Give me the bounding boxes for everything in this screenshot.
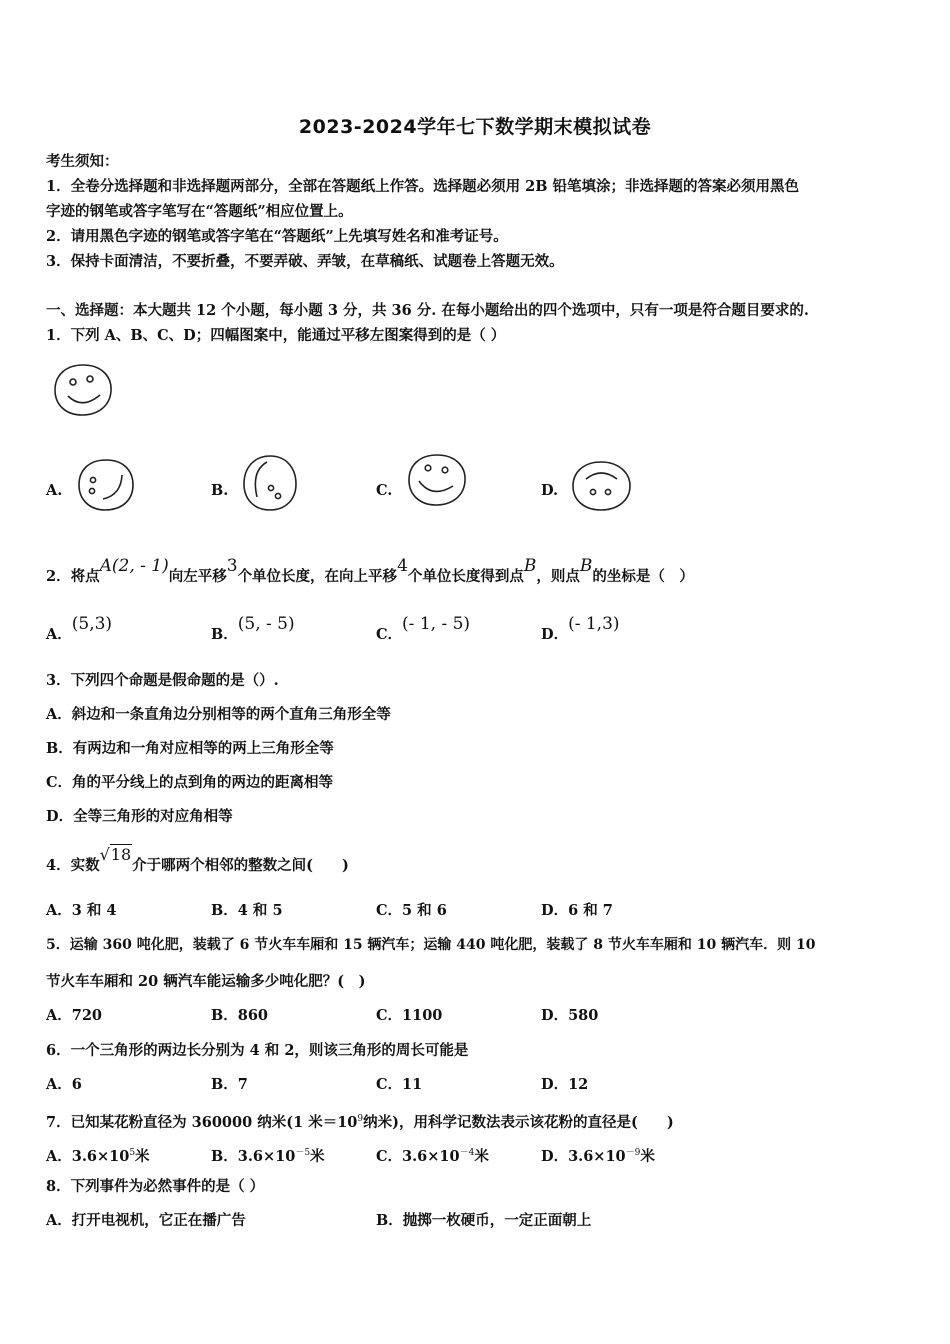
q8-option-b: B．抛掷一枚硬币，一定正面朝上	[376, 1212, 592, 1229]
q4-option-a: A．3 和 4	[46, 902, 117, 919]
question-5-stem-line2: 节火车车厢和 20 辆汽车能运输多少吨化肥？( )	[46, 973, 366, 990]
q4-prefix: 4．实数	[46, 857, 100, 874]
q2-shift-left: 3	[226, 556, 238, 576]
option-unit: 米	[474, 1147, 489, 1165]
q2-point-b: B	[579, 556, 593, 576]
q1-option-b-label: B.	[211, 482, 229, 499]
smiley-option-b-icon	[241, 453, 299, 513]
option-exponent: －9	[625, 1148, 641, 1158]
q1-option-a-label: A.	[46, 482, 63, 499]
option-label: A．	[46, 626, 72, 643]
option-unit: 米	[640, 1147, 655, 1165]
notice-item: 字迹的钢笔或答字笔写在“答题纸”相应位置上。	[46, 203, 353, 220]
option-value: (- 1,3)	[568, 614, 620, 634]
q2-option-c	[376, 614, 471, 645]
notice-item: 2．请用黑色字迹的钢笔或答字笔在“答题纸”上先填写姓名和准考证号。	[46, 228, 508, 245]
notice-item: 3．保持卡面清洁，不要折叠，不要弄破、弄皱，在草稿纸、试题卷上答题无效。	[46, 253, 564, 270]
q7-option-c	[376, 1143, 489, 1167]
q7-text: 7．已知某花粉直径为 360000 纳米(1 米＝10	[46, 1113, 358, 1131]
option-exponent: －4	[459, 1148, 475, 1158]
q2-point-b: B	[523, 556, 537, 576]
q7-text: 纳米)，用科学记数法表示该花粉的直径是( )	[363, 1113, 674, 1131]
q3-option-b: B．有两边和一角对应相等的两上三角形全等	[46, 740, 334, 757]
radicand: 18	[110, 845, 132, 864]
q5-option-d: D．580	[541, 1007, 599, 1024]
q2-prefix: 2．将点	[46, 568, 100, 585]
q7-option-d	[541, 1143, 655, 1167]
q8-option-a: A．打开电视机，它正在播广告	[46, 1212, 246, 1229]
option-exponent: 5	[129, 1148, 136, 1158]
section-heading: 一、选择题：本大题共 12 个小题，每小题 3 分，共 36 分. 在每小题给出的四个选项中，只有一项是符合题目要求的.	[46, 302, 809, 319]
question-4-stem	[46, 845, 349, 876]
option-value: (5,3)	[71, 614, 113, 634]
page-title: 2023-2024学年七下数学期末模拟试卷	[298, 116, 652, 138]
option-base: D．3.6×10	[541, 1147, 626, 1165]
question-2-stem	[46, 556, 694, 587]
q7-exponent: 9	[357, 1114, 364, 1124]
q2-shift-up: 4	[397, 556, 408, 576]
q2-text: ，则点	[536, 568, 580, 585]
q2-text: 向左平移	[168, 568, 227, 585]
q6-option-d: D．12	[541, 1076, 589, 1093]
option-label: B．	[211, 626, 238, 643]
q1-option-c-label: C.	[376, 482, 393, 499]
notice-heading: 考生须知：	[46, 153, 119, 170]
smiley-option-d-icon	[570, 459, 632, 513]
option-value: (- 1, - 5)	[402, 614, 471, 634]
q1-option-d-label: D.	[541, 482, 559, 499]
q4-option-c: C．5 和 6	[376, 902, 447, 919]
q2-text: 个单位长度，在向上平移	[237, 568, 398, 585]
q2-option-b	[211, 614, 295, 645]
q3-option-a: A．斜边和一条直角边分别相等的两个直角三角形全等	[46, 706, 391, 723]
q2-point-a: A(2, - 1)	[99, 556, 169, 576]
q6-option-b: B．7	[211, 1076, 248, 1093]
q3-option-d: D．全等三角形的对应角相等	[46, 808, 233, 825]
q2-suffix: 的坐标是（ ）	[592, 568, 694, 585]
option-base: A．3.6×10	[46, 1147, 130, 1165]
question-5-stem-line1: 5．运输 360 吨化肥，装载了 6 节火车车厢和 15 辆汽车；运输 440 吨化肥，装载了 8 节火车车厢和 10 辆汽车．则 10	[46, 937, 816, 953]
q6-option-c: C．11	[376, 1076, 423, 1093]
q2-text: 个单位长度得到点	[407, 568, 524, 585]
q3-option-c: C．角的平分线上的点到角的两边的距离相等	[46, 774, 334, 791]
option-value: (5, - 5)	[237, 614, 295, 634]
option-unit: 米	[135, 1147, 150, 1165]
question-7-stem	[46, 1109, 674, 1133]
question-8-stem: 8．下列事件为必然事件的是（ ）	[46, 1178, 265, 1195]
q4-suffix: 介于哪两个相邻的整数之间( )	[132, 857, 349, 874]
q4-option-b: B．4 和 5	[211, 902, 283, 919]
q2-option-d	[541, 614, 620, 645]
option-unit: 米	[310, 1147, 325, 1165]
q2-option-a	[46, 614, 113, 645]
q4-option-d: D．6 和 7	[541, 902, 613, 919]
q7-option-b	[211, 1143, 325, 1167]
q5-option-a: A．720	[46, 1007, 103, 1024]
q6-option-a: A．6	[46, 1076, 82, 1093]
option-base: C．3.6×10	[376, 1147, 460, 1165]
smiley-option-c-icon	[406, 452, 468, 508]
option-label: C．	[376, 626, 403, 643]
question-3-stem: 3．下列四个命题是假命题的是（）.	[46, 672, 279, 689]
option-base: B．3.6×10	[211, 1147, 296, 1165]
option-label: D．	[541, 626, 569, 643]
smiley-reference-icon	[52, 362, 114, 418]
q7-option-a	[46, 1143, 150, 1167]
smiley-option-a-icon	[76, 457, 136, 513]
question-1-stem: 1．下列 A、B、C、D；四幅图案中，能通过平移左图案得到的是（ ）	[46, 327, 506, 344]
option-exponent: －5	[295, 1148, 311, 1158]
q5-option-b: B．860	[211, 1007, 269, 1024]
notice-item: 1．全卷分选择题和非选择题两部分，全部在答题纸上作答。选择题必须用 2B 铅笔填涂；非选择题的答案必须用黑色	[46, 178, 800, 195]
q5-option-c: C．1100	[376, 1007, 443, 1024]
sqrt-expression: √18	[99, 845, 132, 864]
question-6-stem: 6．一个三角形的两边长分别为 4 和 2，则该三角形的周长可能是	[46, 1042, 469, 1059]
